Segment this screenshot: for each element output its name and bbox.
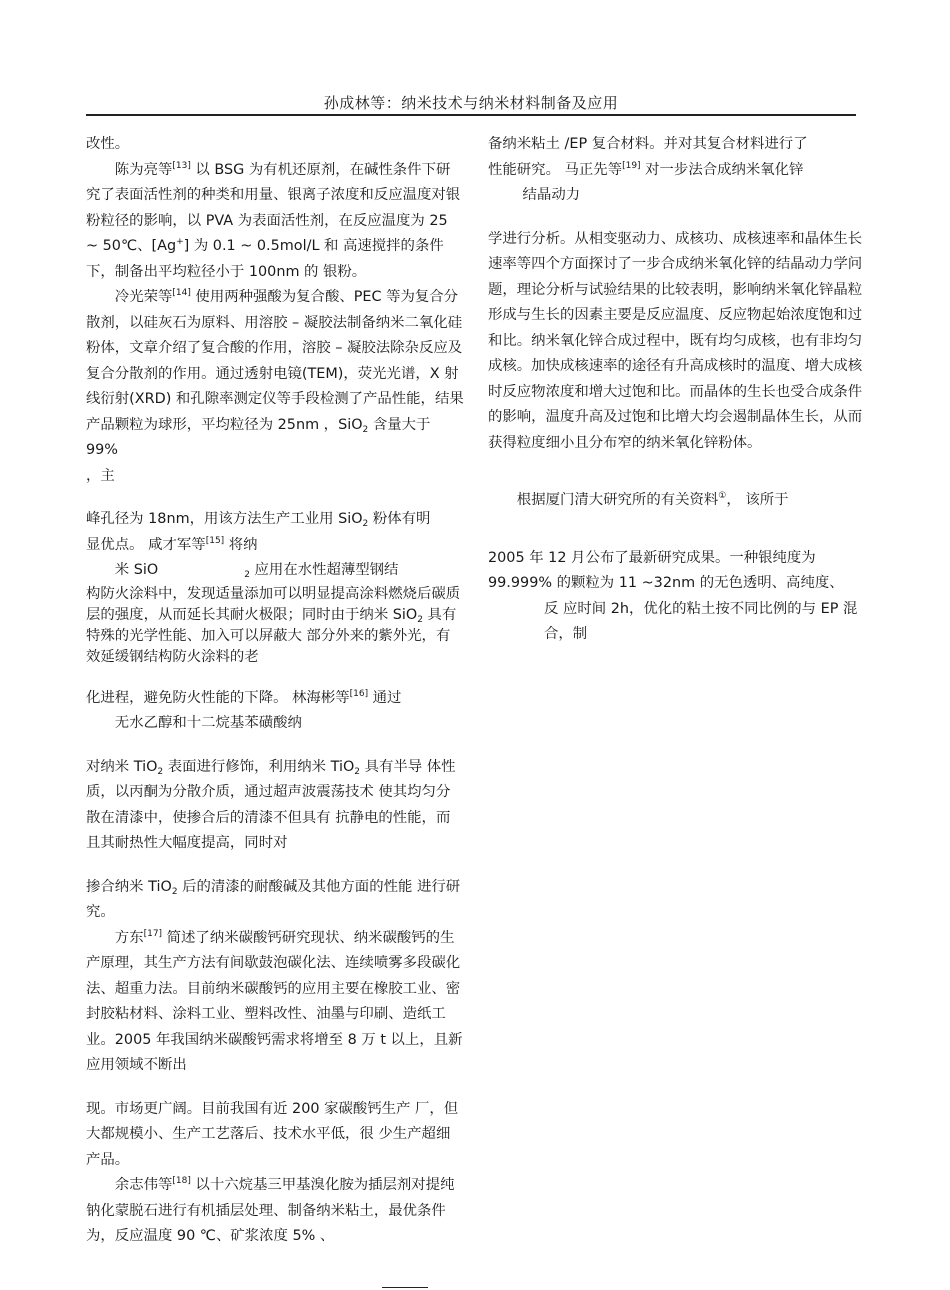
text: 使用两种强酸为复合酸、PEC 等为复合分散剂，以硅灰石为原料、用溶胶 – 凝胶法制备纳米二氧化硅粉体，文章介绍了复合酸的作用，溶胶 – 凝胶法除杂反应及复合分散剂的作用。通过透射电镜(TEM)，荧光光谱，X 射线衍射(XRD) 和孔隙率测定仪等手段检测了产品性能，结果产品颗粒为球形，平均粒径为 25nm ，SiO — [86, 289, 464, 433]
subscript: 2 — [171, 886, 178, 897]
paragraph-market — [86, 1097, 464, 1174]
text: ] 为 0.1 ~ 0.5mol/L 和 高速搅拌的条件下，制备出平均粒径小于 100nm 的 银粉。 — [86, 238, 444, 280]
text: 以 BSG 为有机还原剂，在碱性条件下研究了表面活性剂的种类和用量、银离子浓度和反应温度对银粉粒径的影响，以 PVA 为表面活性剂，在反应温度为 25 ~ 50℃、[Ag — [86, 161, 461, 254]
citation-16: [16] — [349, 688, 369, 699]
text: 结晶动力 — [522, 187, 581, 203]
text: 以十六烷基三甲基溴化胺为插层剂对提纯钠化蒙脱石进行有机插层处理、制备纳米粘土，最优条件为，反应温度 90 ℃、矿浆浓度 5% 、 — [86, 1177, 455, 1244]
text: 方东 — [114, 929, 144, 946]
paragraph-tio2 — [86, 755, 464, 857]
text: 反 应时间 2h，优化的粘土按不同比例的与 EP 混合，制 — [544, 600, 858, 642]
text: 构防火涂料中，发现适量添加可以明显提高涂料燃烧后碳质层的强度，从而延长其耐火极限；同时由于纳米 SiO — [86, 585, 461, 623]
subscript: 2 — [417, 614, 423, 625]
page-header: 孙成林等：纳米技术与纳米材料制备及应用 — [323, 94, 619, 112]
paragraph-fangdong — [86, 926, 464, 1079]
paragraph-fragment — [488, 158, 866, 184]
paragraph-silver — [488, 546, 866, 597]
paragraph-zno — [488, 227, 866, 457]
paragraph-xiamen — [488, 488, 866, 514]
text: 余志伟等 — [114, 1177, 173, 1193]
text: 将纳 — [224, 536, 258, 553]
paragraph — [86, 132, 464, 158]
paragraph-fragment — [86, 686, 464, 712]
text: 米 SiO — [114, 562, 159, 578]
text: 通过 — [368, 689, 402, 706]
paragraph-fragment — [86, 558, 464, 584]
text: 简述了纳米碳酸钙研究现状、纳米碳酸钙的生产原理，其生产方法有间歇鼓泡碳化法、连续喷雾多段碳化法、超重力法。目前纳米碳酸钙的应用主要在橡胶工业、密封胶粘材料、涂料工业、塑料改性、油墨与印刷、造纸工业。2005 年我国纳米碳酸钙需求将增至 8 万 t 以上，且新应用领域不断出 — [86, 929, 463, 1073]
text: 后的清漆的耐酸碱及其他方面的性能 进行研究。 — [86, 878, 461, 920]
subscript: 2 — [362, 519, 369, 529]
text: 化进程，避免防火性能的下降。 林海彬等 — [86, 689, 350, 706]
subscript: 2 — [354, 766, 361, 777]
text: ，主 — [86, 467, 115, 484]
paragraph-fragment — [86, 711, 464, 737]
paragraph-yu — [86, 1173, 464, 1250]
text: 根据厦门清大研究所的有关资料 — [516, 492, 719, 508]
text: 陈为亮等 — [114, 161, 173, 178]
paragraph-fragment — [86, 464, 464, 490]
paragraph-chen — [86, 158, 464, 286]
paragraph-fragment — [488, 597, 866, 648]
text: 无水乙醇和十二烷基苯磺酸纳 — [114, 715, 302, 731]
text: 现。市场更广阔。目前我国有近 200 家碳酸钙生产 厂，但大都规模小、生产工艺落后、技术水平低，很 少生产超细产品。 — [86, 1100, 459, 1168]
paragraph-fire — [86, 584, 464, 668]
paragraph-leng — [86, 285, 464, 464]
citation-13: [13] — [172, 160, 191, 171]
subscript: 2 — [157, 766, 164, 777]
text: 对纳米 TiO — [86, 758, 158, 775]
text: 峰孔径为 18nm，用该方法生产工业用 SiO — [86, 511, 363, 527]
paragraph-varnish — [86, 875, 464, 926]
subscript: 2 — [244, 570, 250, 580]
text: 粉体有明 — [368, 511, 431, 527]
text: 显优点。 咸才军等 — [86, 536, 206, 553]
text: 掺合纳米 TiO — [86, 878, 172, 895]
footnote-mark: ① — [718, 491, 727, 501]
citation-19: [19] — [622, 160, 641, 171]
right-column — [488, 132, 866, 648]
text: 2005 年 12 月公布了最新研究成果。一种银纯度为 99.999% 的颗粒为 11 ~32nm 的无色透明、高纯度、 — [488, 549, 844, 591]
text: 备纳米粘土 /EP 复合材料。并对其复合材料进行了 — [488, 136, 808, 152]
left-column — [86, 132, 464, 1250]
citation-15: [15] — [205, 535, 225, 546]
text: 对一步法合成纳米氧化锌 — [640, 161, 804, 178]
text: ， 该所于 — [726, 492, 789, 508]
text: 具有半导 体性质，以丙酮为分散介质，通过超声波震荡技术 使其均匀分散在清漆中，使掺合后的清漆不但具有 抗静电的性能，而且其耐热性大幅度提高，同时对 — [86, 758, 456, 851]
text: 含量大于 99% — [86, 416, 431, 458]
text: 应用在水性超薄型钢结 — [249, 562, 399, 578]
header-rule — [86, 114, 856, 116]
text: 具有特殊的光学性能、加入可以屏蔽大 部分外来的紫外光，有效延缓钢结构防火涂料的老 — [86, 606, 457, 665]
text: 学进行分析。从相变驱动力、成核功、成核速率和晶体生长速率等四个方面探讨了一步合成纳米氧化锌的结晶动力学问题，理论分析与试验结果的比较表明，影响纳米氧化锌晶粒形成与生长的因素主要是反应温度、反应物起始浓度饱和过和比。纳米氧化锌合成过程中，既有均匀成核，也有非均匀成核。加快成核速率的途径有升高成核时的温度、增大成核时反应物浓度和增大过饱和比。而晶体的生长也受合成条件的影响，温度升高及过饱和比增大均会遏制晶体生长，从而获得粒度细小且分布窄的纳米氧化锌粉体。 — [488, 230, 863, 451]
paragraph-fragment — [86, 507, 464, 533]
text: 性能研究。 马正先等 — [488, 161, 623, 178]
citation-17: [17] — [143, 928, 163, 939]
subscript: 2 — [362, 424, 369, 435]
superscript: + — [176, 237, 184, 247]
paragraph-fragment — [488, 132, 866, 158]
paragraph-fragment — [86, 533, 464, 559]
citation-14: [14] — [172, 288, 191, 298]
text: 改性。 — [86, 136, 130, 152]
text: 表面进行修饰，利用纳米 TiO — [163, 758, 355, 775]
footer-rule — [382, 1287, 428, 1288]
text: 冷光荣等 — [114, 289, 173, 305]
paragraph-fragment — [488, 183, 866, 209]
citation-18: [18] — [172, 1176, 191, 1186]
